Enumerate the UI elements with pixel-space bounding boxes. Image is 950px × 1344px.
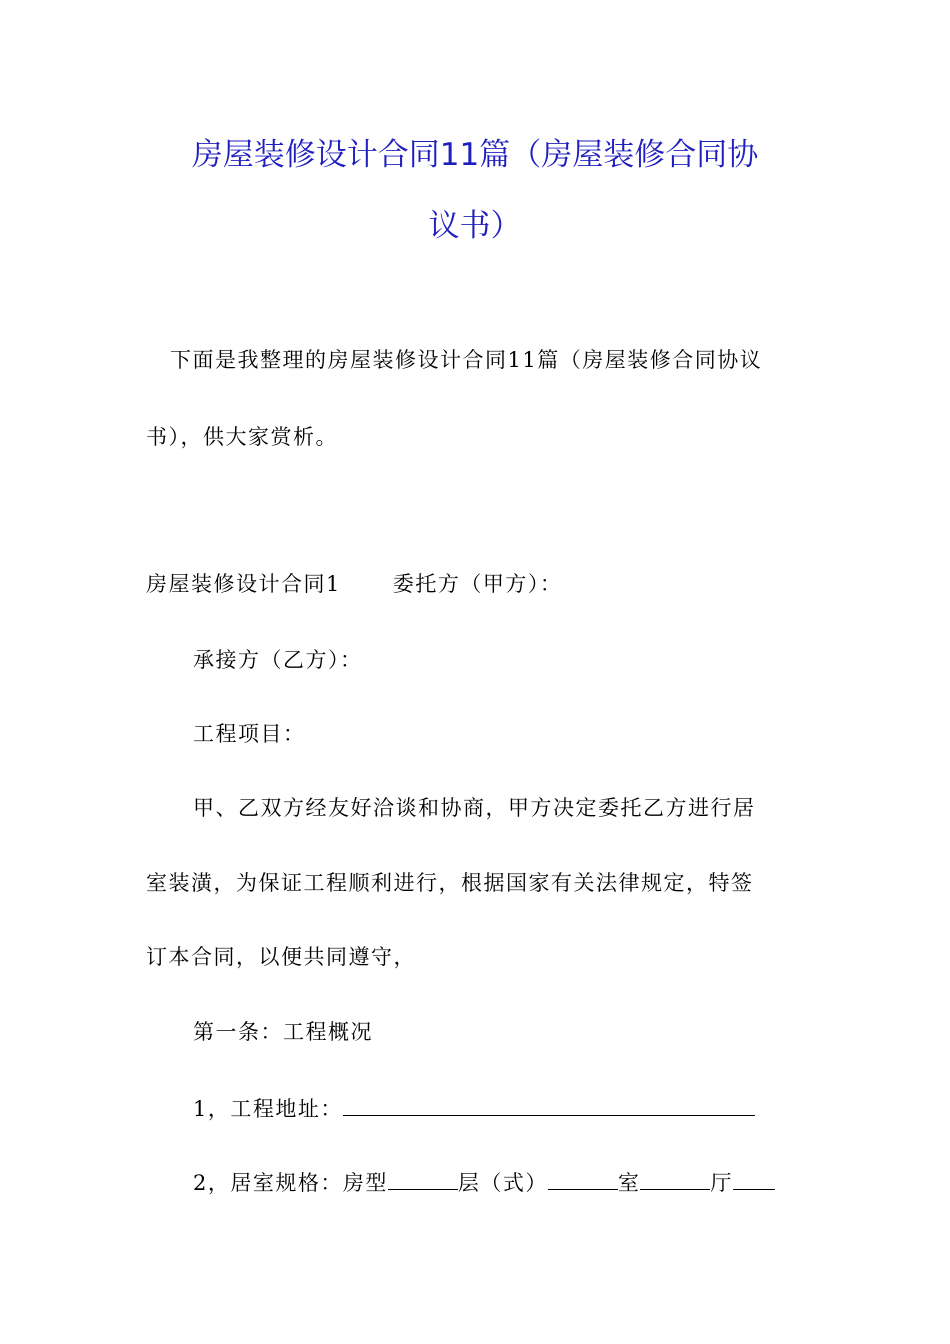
party-b-label: 承接方（乙方）：	[193, 648, 363, 672]
room-label: 室	[617, 1171, 641, 1195]
floor-label: 层（式）	[457, 1171, 548, 1195]
document-title-line-2: 议书）	[428, 208, 522, 244]
floor-blank	[548, 1167, 618, 1190]
paragraph-1-line-3: 订本合同，以便共同遵守，	[146, 945, 416, 969]
intro-line-1: 下面是我整理的房屋装修设计合同11篇（房屋装修合同协议	[170, 348, 763, 372]
article-1-heading: 第一条：工程概况	[193, 1020, 373, 1044]
hall-label: 厅	[710, 1171, 733, 1195]
document-title-line-1: 房屋装修设计合同11篇（房屋装修合同协	[191, 137, 759, 173]
section-1-heading	[146, 570, 562, 598]
item-1-line	[193, 1093, 755, 1123]
address-blank	[343, 1093, 755, 1116]
party-a-label: 委托方（甲方）：	[392, 572, 563, 596]
paragraph-1-line-1: 甲、乙双方经友好洽谈和协商，甲方决定委托乙方进行居	[193, 796, 756, 820]
section-heading-text: 房屋装修设计合同1	[146, 572, 341, 596]
intro-line-2: 书），供大家赏析。	[146, 425, 338, 449]
item-1-label: 1，工程地址：	[193, 1097, 343, 1121]
room-type-blank	[388, 1167, 458, 1190]
project-label: 工程项目：	[193, 722, 306, 746]
hall-blank	[733, 1167, 775, 1190]
room-blank	[640, 1167, 710, 1190]
paragraph-1-line-2: 室装潢，为保证工程顺利进行，根据国家有关法律规定，特签	[146, 871, 754, 895]
item-2-line	[193, 1167, 775, 1197]
item-2-label: 2，居室规格：房型	[193, 1171, 388, 1195]
